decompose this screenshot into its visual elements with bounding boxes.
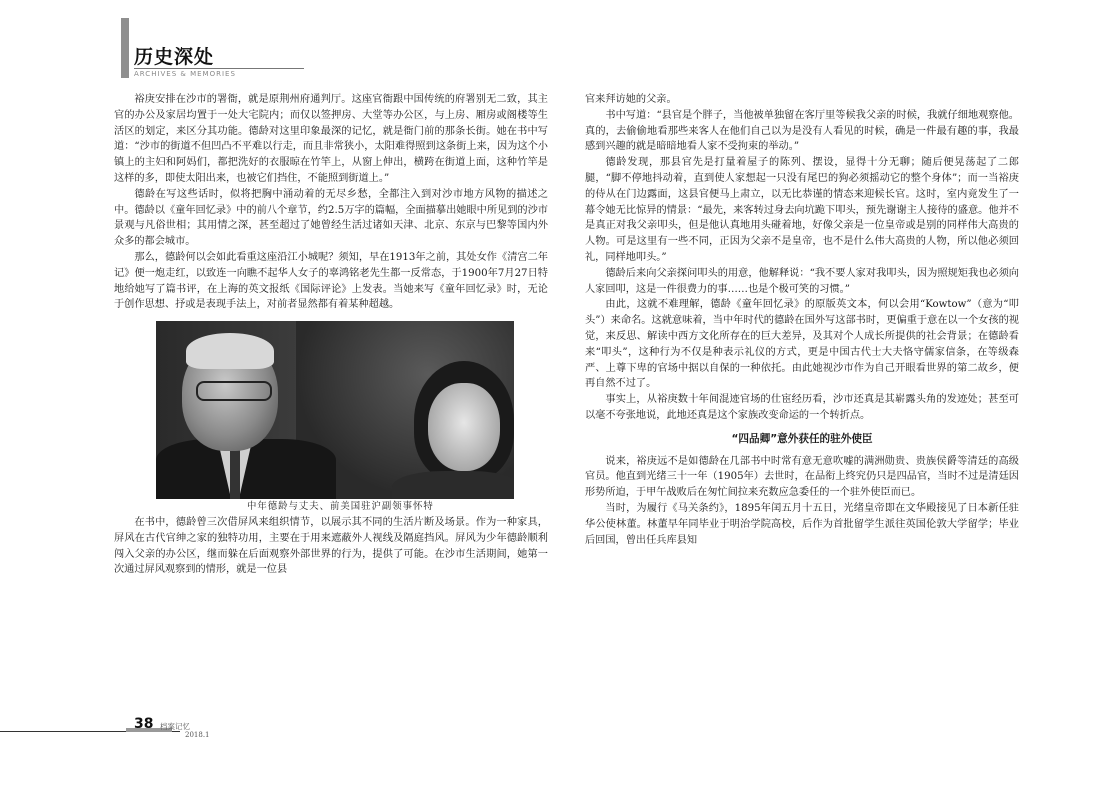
- photo-dering-and-husband: [156, 321, 514, 499]
- section-title: 历史深处: [134, 46, 215, 68]
- paragraph: 说来，裕庚远不是如德龄在几部书中时常有意无意吹嘘的满洲勋贵、贵族侯爵等清廷的高级官员。他直到光绪三十一年（1905年）去世时，在品衔上终究仍只是四品官，当时不过是清廷因形势所迫，于甲午战败后在匆忙间拉来充数应急委任的一个驻外使臣而已。: [585, 455, 1019, 499]
- page-number: 38: [134, 716, 154, 732]
- header-rule: [134, 68, 304, 69]
- header-accent-bar: [121, 18, 129, 78]
- magazine-name: 档案记忆: [160, 722, 190, 731]
- section-subtitle: ARCHIVES & MEMORIES: [134, 70, 236, 78]
- paragraph: 德龄发现，那县官先是打量着屋子的陈列、摆设，显得十分无聊；随后便晃荡起了二郎腿，“脚不停地抖动着，直到使人家想起一只没有尾巴的狗必须摇动它的整个身体”；而一当裕庚的侍从在门边露面，这县官便马上肃立，以无比恭谨的情态来迎候长官。这时，室内竟发生了一幕令她无比惊异的情景：“最先，来客转过身去向坑跪下叩头，预先谢谢主人接待的盛意。他并不是真正对我父亲叩头，但是他认真地用头碰着地，好像父亲是一位皇帝或是别的同样伟大高贵的人物。可是这里有一些不同，正因为父亲不是皇帝，也不是什么伟大高贵的人物，所以他必须回礼，同样地叩头。”: [585, 157, 1019, 263]
- paragraph: 由此，这就不难理解，德龄《童年回忆录》的原版英文本，何以会用“Kowtow”（意为“叩头”）来命名。这就意味着，当中年时代的德龄在国外写这部书时，更偏重于意在以一个女孩的视觉，来反思、解读中西方文化所存在的巨大差异，及其对个人成长所提供的社会背景；在德龄看来“叩头”，这种行为不仅是种表示礼仪的方式，更是中国古代士大夫恪守儒家信条，在等级森严、上尊下卑的官场中据以自保的一种依托。由此她视沙市作为自己开眼看世界的第二故乡，便再自然不过了。: [585, 299, 1019, 390]
- paragraph: 裕庚安排在沙市的署衙，就是原荆州府通判厅。这座官衙跟中国传统的府署别无二致，其主官的办公及家居均置于一处大宅院内；而仅以签押房、大堂等办公区，与上房、厢房或阁楼等生活区的划定，来区分其功能。德龄对这里印象最深的记忆，就是衙门前的那条长街。她在书中写道：“沙市的街道不但凹凸不平难以行走，而且非常狭小，太阳难得照到这条街上来，因为这个小镇上的主妇和阿妈们，都把洗好的衣服晾在竹竿上，从窗上伸出，横跨在街道上面，这种竹竿是这样的多，即使太阳出来，也被它们挡住，不能照到街道上。”: [114, 94, 548, 184]
- paragraph: 德龄后来向父亲探问叩头的用意，他解释说：“我不要人家对我叩头，因为照规矩我也必须向人家回叩，这是一件很费力的事……也是个极可笑的习惯。”: [585, 267, 1019, 295]
- right-column: [585, 92, 1019, 548]
- section-heading: “四品卿”意外获任的驻外使臣: [731, 432, 873, 445]
- issue-number: 2018.1: [185, 731, 210, 739]
- paragraph: 书中写道：“县官是个胖子，当他被单独留在客厅里等候我父亲的时候，我就仔细地观察他。真的，去偷偷地看那些来客人在他们自己以为是没有人看见的时候，确是一件最有趣的事，我最感到兴趣的就是暗暗地看人家不受拘束的举动。”: [585, 109, 1019, 153]
- paragraph: 当时，为履行《马关条约》，1895年闰五月十五日，光绪皇帝即在文华殿接见了日本新任驻华公使林董。林董早年同毕业于明治学院高校，后作为首批留学生派往英国伦敦大学留学；毕业后回国，曾出任兵库县知: [585, 502, 1019, 546]
- left-column: [114, 92, 548, 578]
- paragraph: 那么，德龄何以会如此看重这座沿江小城呢？须知，早在1913年之前，其处女作《清宫二年记》便一炮走红，以致连一向瞧不起华人女子的辜鸿铭老先生都一反常态，于1900年7月27日特地给她写了篇书评，在上海的英文报纸《国际评论》上发表。当她来写《童年回忆录》时，无论于创作思想、抒或是表现手法上，对前者显然都有着某种超越。: [114, 251, 548, 311]
- photo-caption: 中年德龄与丈夫、前美国驻沪副领事怀特: [247, 501, 434, 513]
- paragraph: 在书中，德龄曾三次借屏风来组织情节，以展示其不同的生活片断及场景。作为一种家具，屏风在古代官绅之家的独特功用，主要在于用来遮蔽外人视线及隔庭挡风。屏风为少年德龄顺利闯入父亲的办公区，继而躲在后面观察外部世界的行为，提供了可能。在沙市生活期间，她第一次通过屏风观察到的情形，就是一位县: [114, 516, 548, 576]
- paragraph: 事实上，从裕庚数十年间混迹官场的仕宦经历看，沙市还真是其崭露头角的发迹处；甚至可以毫不夸张地说，此地还真是这个家族改变命运的一个转折点。: [585, 394, 1019, 421]
- paragraph: 官来拜访她的父亲。: [585, 94, 677, 105]
- paragraph: 德龄在写这些话时，似将把胸中涌动着的无尽乡愁，全都注入到对沙市地方风物的描述之中。德龄以《童年回忆录》中的前八个章节，约2.5万字的篇幅，全面描摹出她眼中所见到的沙市景观与凡俗世相；其用情之深，甚至超过了她曾经生活过诸如天津、北京、东京与巴黎等国内外众多的都会城市。: [114, 188, 548, 248]
